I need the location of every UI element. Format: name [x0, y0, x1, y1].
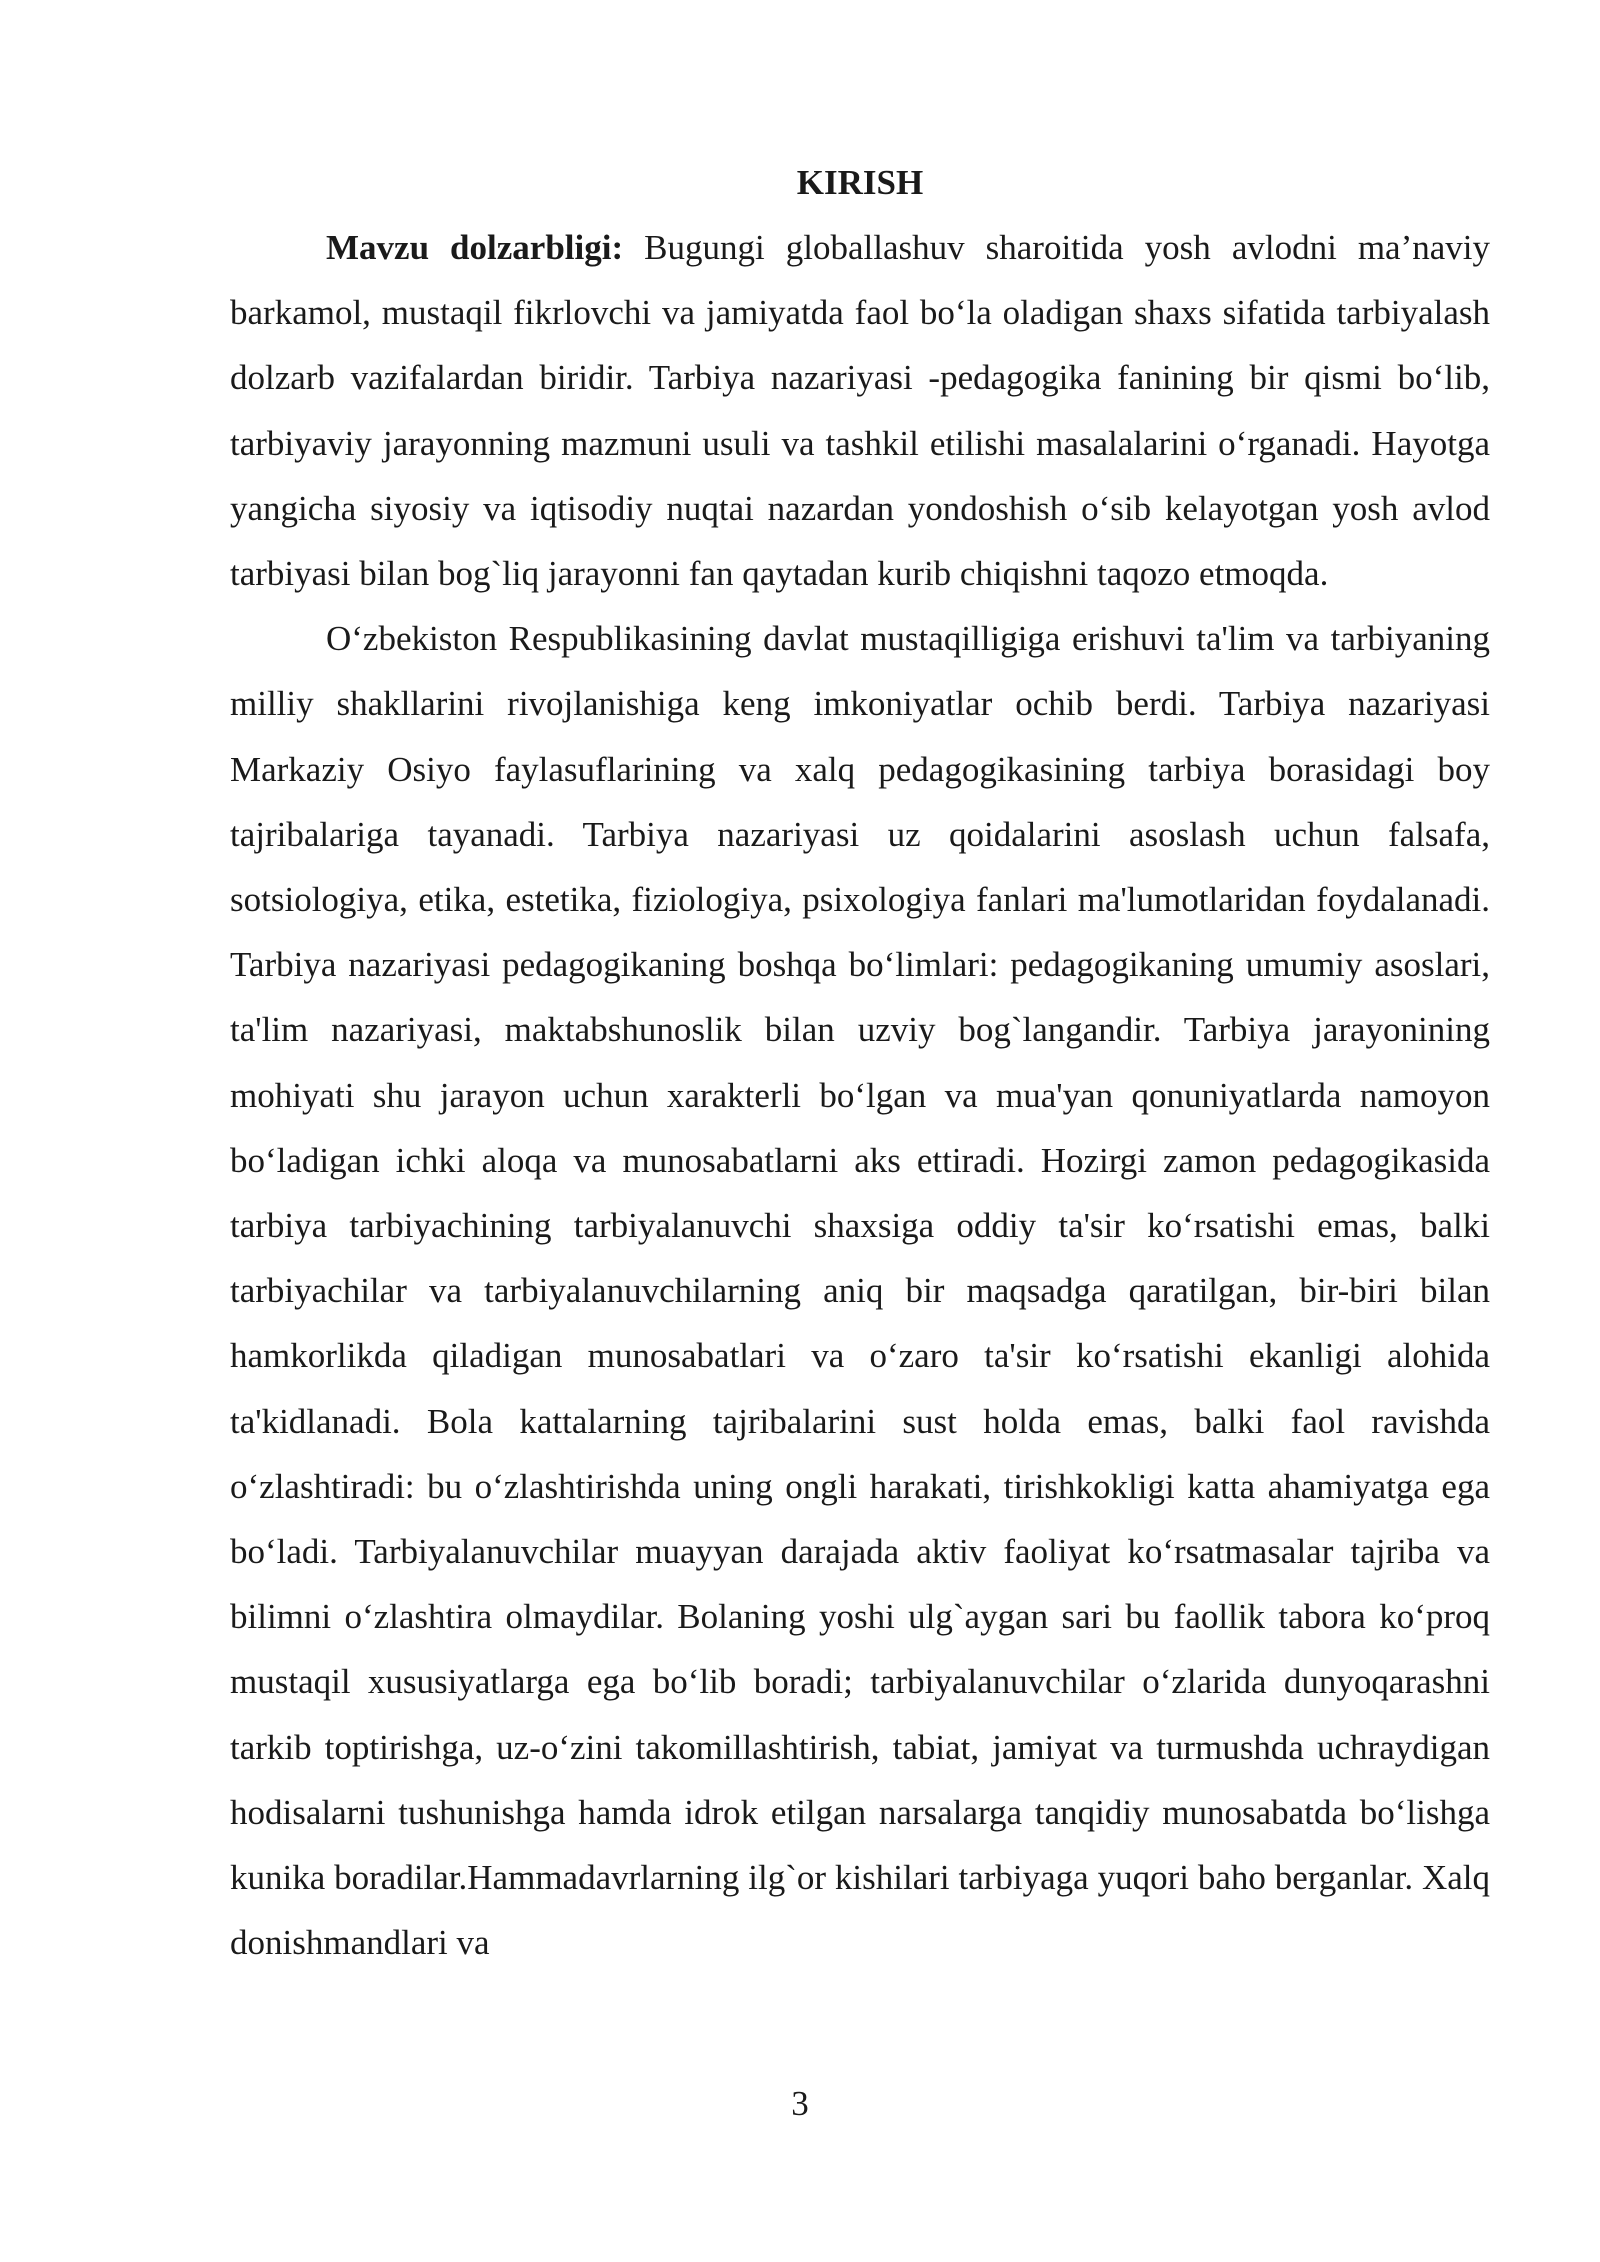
paragraph-text: Oʻzbekiston Respublikasining davlat mustaqilligiga erishuvi ta'lim va tarbiyaning milliy shakllarini rivojlanishiga keng imkoniyatlar ochib berdi. Tarbiya nazariyasi Markaziy Osiyo faylasuflarining va xalq pedagogikasining tarbiya borasidagi boy tajribalariga tayanadi. Tarbiya nazariyasi uz qoidalarini asoslash uchun falsafa, sotsiologiya, etika, estetika, fiziologiya, psixologiya fanlari ma'lumotlaridan foydalanadi. Tarbiya nazariyasi pedagogikaning boshqa boʻlimlari: pedagogikaning umumiy asoslari, ta'lim nazariyasi, maktabshunoslik bilan uzviy bog`langandir. Tarbiya jarayonining mohiyati shu jarayon uchun xarakterli boʻlgan va mua'yan qonuniyatlarda namoyon boʻladigan ichki aloqa va munosabatlarni aks ettiradi. Hozirgi zamon pedagogikasida tarbiya tarbiyachining tarbiyalanuvchi shaxsiga oddiy ta'sir koʻrsatishi emas, balki tarbiyachilar va tarbiyalanuvchilarning aniq bir maqsadga qaratilgan, bir-biri bilan hamkorlikda qiladigan munosabatlari va oʻzaro ta'sir koʻrsatishi ekanligi alohida ta'kidlanadi. Bola kattalarning tajribalarini sust holda emas, balki faol ravishda oʻzlashtiradi: bu oʻzlashtirishda uning ongli harakati, tirishkokligi katta ahamiyatga ega boʻladi. Tarbiyalanuvchilar muayyan darajada aktiv faoliyat koʻrsatmasalar tajriba va bilimni oʻzlashtira olmaydilar. Bolaning yoshi ulg`aygan sari bu faollik tabora koʻproq mustaqil xususiyatlarga ega boʻlib boradi; tarbiyalanuvchilar oʻzlarida dunyoqarashni tarkib toptirishga, uz-oʻzini takomillashtirish, tabiat, jamiyat va turmushda uchraydigan hodisalarni tushunishga hamda idrok etilgan narsalarga tanqidiy munosabatda boʻlishga kunika boradilar.Hammadavrlarning ilg`or kishilari tarbiyaga yuqori baho berganlar. Xalq donishmandlari va [230, 619, 1490, 1963]
paragraph-lead: Mavzu dolzarbligi: [326, 228, 624, 267]
paragraph-text: Bugungi globallashuv sharoitida yosh avlodni ma’naviy barkamol, mustaqil fikrlovchi va jamiyatda faol boʻla oladigan shaxs sifatida tarbiyalash dolzarb vazifalardan biridir. Tarbiya nazariyasi -pedagogika fanining bir qismi boʻlib, tarbiyaviy jarayonning mazmuni usuli va tashkil etilishi masalalarini oʻrganadi. Hayotga yangicha siyosiy va iqtisodiy nuqtai nazardan yondoshish oʻsib kelayotgan yosh avlod tarbiyasi bilan bog`liq jarayonni fan qaytadan kurib chiqishni taqozo etmoqda. [230, 228, 1490, 594]
paragraph-relevance [230, 215, 1490, 606]
paragraph-independence [230, 606, 1490, 1975]
section-heading: KIRISH [796, 163, 924, 202]
document-body [230, 150, 1490, 1975]
page-number: 3 [791, 2084, 809, 2123]
